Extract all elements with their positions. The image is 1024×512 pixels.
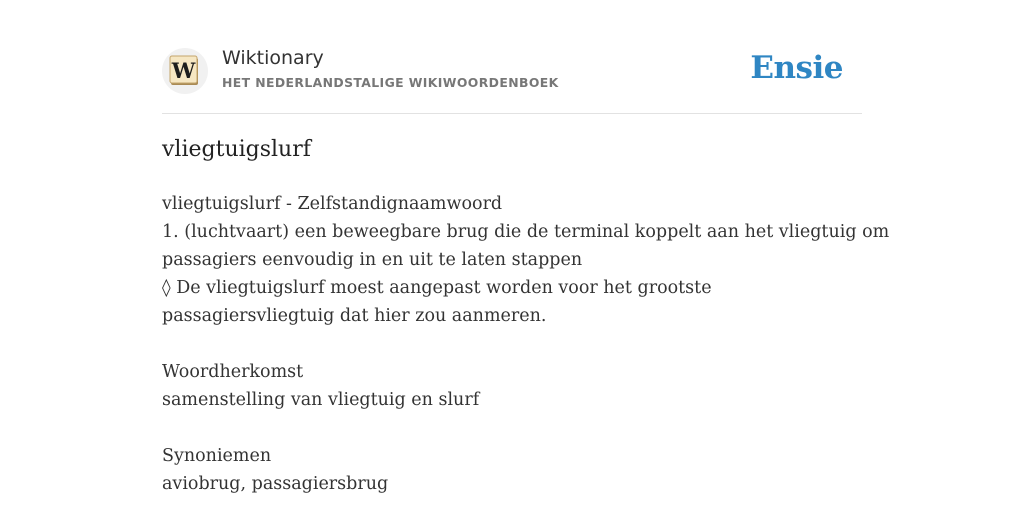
site-header [162, 44, 862, 114]
wiktionary-tile-icon [167, 53, 203, 89]
page-title: vliegtuigslurf [162, 137, 311, 162]
ensie-logo-link[interactable]: Ensie [750, 50, 843, 86]
etymology-heading: Woordherkomst [162, 362, 304, 382]
etymology-text: samenstelling van vliegtuig en slurf [162, 390, 480, 410]
spacer [162, 414, 867, 442]
brand-tagline: HET NEDERLANDSTALIGE WIKIWOORDENBOEK [222, 75, 559, 90]
example-line: ◊ De vliegtuigslurf moest aangepast worden voor het grootste [162, 278, 712, 298]
brand-name[interactable]: Wiktionary [222, 47, 324, 69]
definition-line: passagiers eenvoudig in en uit te laten stappen [162, 250, 583, 270]
entry-content [162, 190, 890, 498]
svg-text:W: W [171, 58, 196, 83]
wiktionary-logo-icon[interactable] [162, 48, 208, 94]
entry-heading: vliegtuigslurf - Zelfstandignaamwoord [162, 194, 503, 214]
example-line: passagiersvliegtuig dat hier zou aanmeren. [162, 306, 547, 326]
synonyms-heading: Synoniemen [162, 446, 272, 466]
synonyms-text: aviobrug, passagiersbrug [162, 474, 389, 494]
definition-line: 1. (luchtvaart) een beweegbare brug die de terminal koppelt aan het vliegtuig om [162, 222, 890, 242]
spacer [162, 330, 867, 358]
